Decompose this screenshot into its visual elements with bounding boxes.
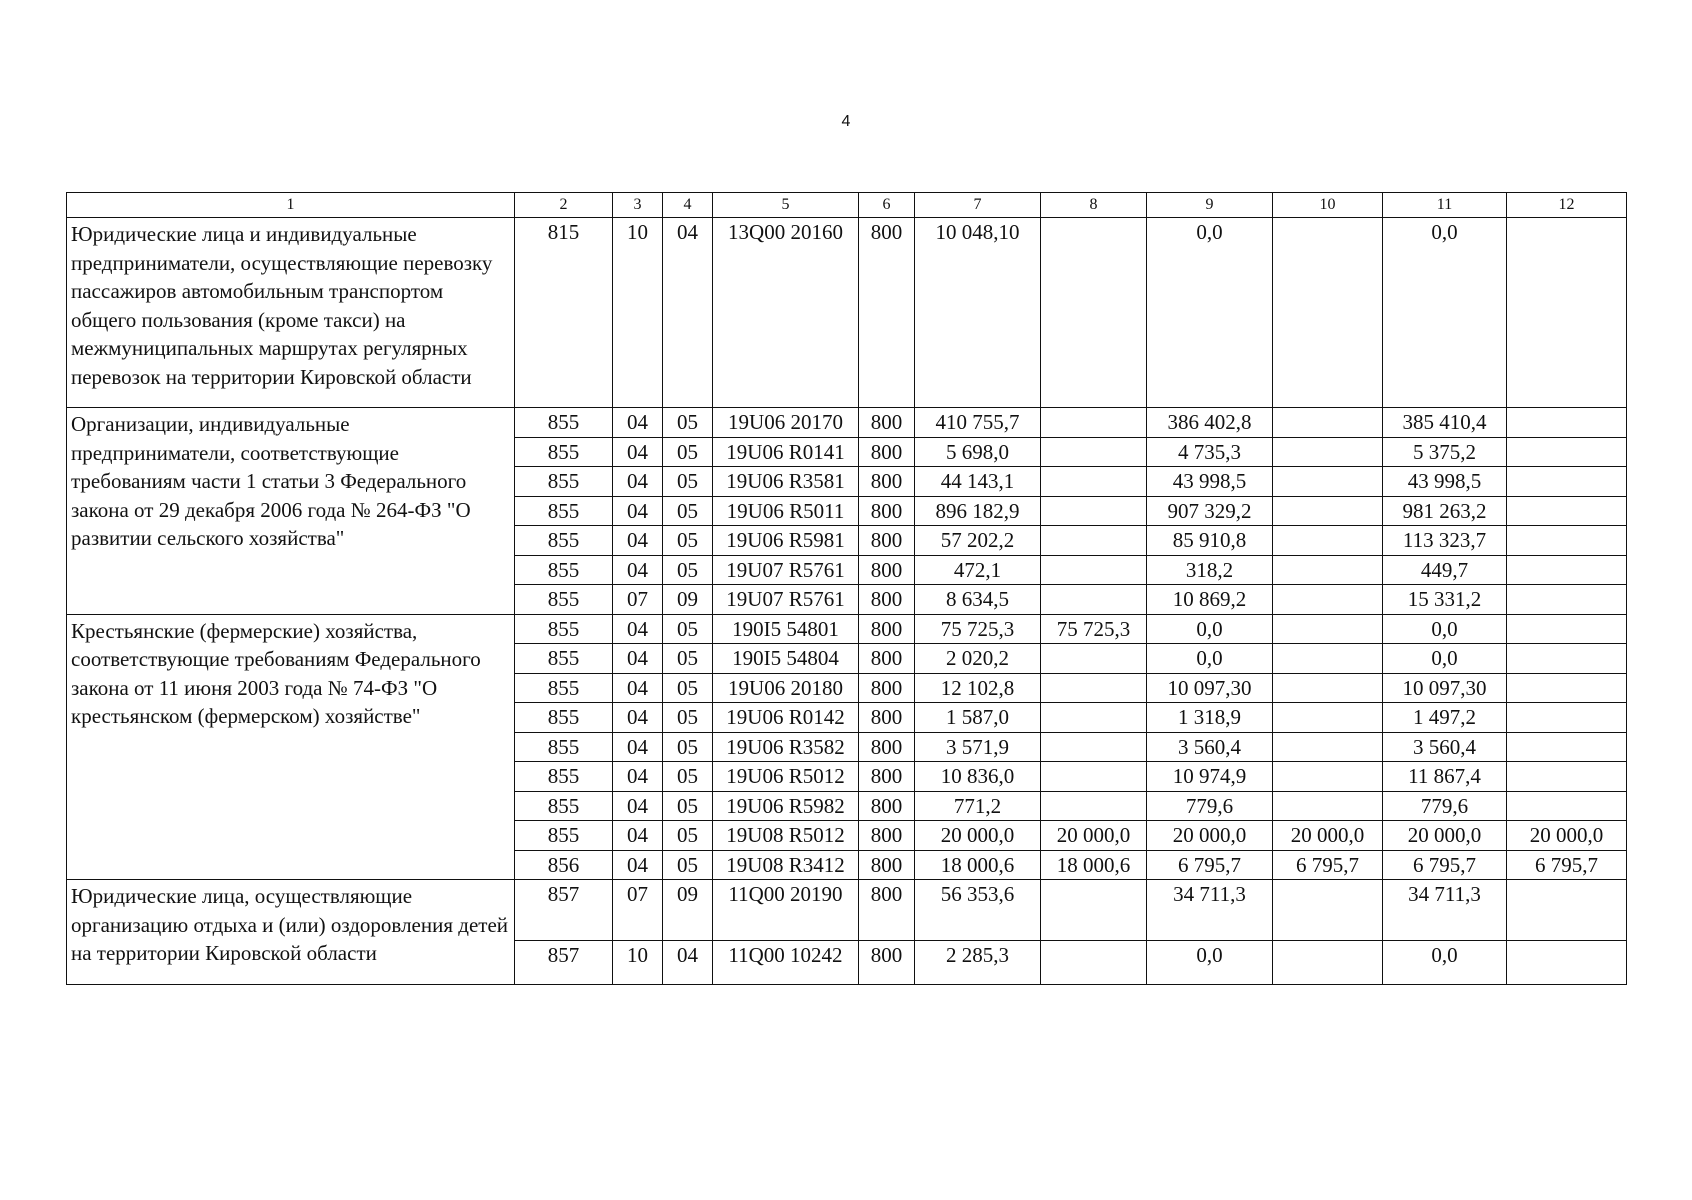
table-cell: 318,2 xyxy=(1147,555,1273,585)
table-cell xyxy=(1273,467,1383,497)
table-cell: 85 910,8 xyxy=(1147,526,1273,556)
table-cell: 0,0 xyxy=(1147,218,1273,408)
table-cell: 19U06 R5012 xyxy=(713,762,859,792)
table-cell: 05 xyxy=(663,467,713,497)
table-cell: 04 xyxy=(613,644,663,674)
table-cell xyxy=(1041,673,1147,703)
table-cell: 779,6 xyxy=(1147,791,1273,821)
table-cell: 20 000,0 xyxy=(1041,821,1147,851)
table-cell: 34 711,3 xyxy=(1147,880,1273,941)
table-cell xyxy=(1273,218,1383,408)
table-cell: 12 102,8 xyxy=(915,673,1041,703)
table-cell: 04 xyxy=(613,732,663,762)
table-cell: 856 xyxy=(515,850,613,880)
table-cell xyxy=(1273,526,1383,556)
table-cell: 855 xyxy=(515,496,613,526)
table-cell xyxy=(1273,496,1383,526)
table-cell: 1 587,0 xyxy=(915,703,1041,733)
column-header: 10 xyxy=(1273,193,1383,218)
table-cell: 8 634,5 xyxy=(915,585,1041,615)
table-cell xyxy=(1273,762,1383,792)
table-cell: 907 329,2 xyxy=(1147,496,1273,526)
table-cell: 34 711,3 xyxy=(1383,880,1507,941)
table-cell: 57 202,2 xyxy=(915,526,1041,556)
column-header: 5 xyxy=(713,193,859,218)
table-cell: 10 974,9 xyxy=(1147,762,1273,792)
table-cell: 05 xyxy=(663,644,713,674)
table-cell: 05 xyxy=(663,555,713,585)
table-cell: 815 xyxy=(515,218,613,408)
table-cell: 800 xyxy=(859,673,915,703)
table-cell xyxy=(1507,496,1627,526)
table-cell: 04 xyxy=(613,791,663,821)
table-cell: 05 xyxy=(663,437,713,467)
table-cell: 190I5 54804 xyxy=(713,644,859,674)
table-cell: 855 xyxy=(515,673,613,703)
table-cell: 04 xyxy=(663,941,713,985)
table-cell: 05 xyxy=(663,408,713,438)
column-header: 11 xyxy=(1383,193,1507,218)
table-cell: 19U06 R0141 xyxy=(713,437,859,467)
table-cell: 43 998,5 xyxy=(1147,467,1273,497)
table-cell xyxy=(1041,732,1147,762)
recipient-description: Юридические лица и индивидуальные предприниматели, осуществляющие перевозку пассажиров автомобильным транспортом общего пользования (кроме такси) на межмуниципальных маршрутах регулярных перевозок на территории Кировской области xyxy=(67,218,515,408)
column-header: 6 xyxy=(859,193,915,218)
table-cell: 09 xyxy=(663,880,713,941)
table-cell: 0,0 xyxy=(1147,644,1273,674)
table-cell: 800 xyxy=(859,555,915,585)
table-cell: 0,0 xyxy=(1383,941,1507,985)
table-cell: 800 xyxy=(859,218,915,408)
table-cell: 05 xyxy=(663,762,713,792)
table-cell xyxy=(1273,408,1383,438)
table-cell: 10 869,2 xyxy=(1147,585,1273,615)
table-cell: 3 571,9 xyxy=(915,732,1041,762)
table-cell xyxy=(1273,437,1383,467)
table-cell: 04 xyxy=(613,673,663,703)
table-cell: 04 xyxy=(613,408,663,438)
table-cell: 800 xyxy=(859,821,915,851)
table-cell: 190I5 54801 xyxy=(713,614,859,644)
table-cell: 10 xyxy=(613,941,663,985)
table-cell: 20 000,0 xyxy=(1273,821,1383,851)
table-cell: 800 xyxy=(859,791,915,821)
table-cell: 04 xyxy=(613,467,663,497)
table-cell: 04 xyxy=(613,437,663,467)
table-cell: 855 xyxy=(515,703,613,733)
table-cell: 19U08 R3412 xyxy=(713,850,859,880)
table-cell: 20 000,0 xyxy=(1147,821,1273,851)
table-cell: 800 xyxy=(859,732,915,762)
table-cell: 6 795,7 xyxy=(1383,850,1507,880)
table-cell: 855 xyxy=(515,555,613,585)
table-cell xyxy=(1041,703,1147,733)
table-cell: 20 000,0 xyxy=(1507,821,1627,851)
table-cell: 6 795,7 xyxy=(1147,850,1273,880)
table-cell: 19U06 R0142 xyxy=(713,703,859,733)
table-cell: 04 xyxy=(613,821,663,851)
table-cell: 2 285,3 xyxy=(915,941,1041,985)
table-cell: 07 xyxy=(613,585,663,615)
table-cell xyxy=(1273,703,1383,733)
table-cell: 05 xyxy=(663,850,713,880)
table-cell: 3 560,4 xyxy=(1383,732,1507,762)
table-cell: 800 xyxy=(859,762,915,792)
table-cell xyxy=(1041,437,1147,467)
table-cell: 04 xyxy=(663,218,713,408)
table-cell xyxy=(1041,218,1147,408)
table-cell xyxy=(1273,614,1383,644)
table-cell: 19U06 R5982 xyxy=(713,791,859,821)
table-row xyxy=(67,408,1627,438)
page-number: 4 xyxy=(841,113,851,130)
table-cell: 800 xyxy=(859,526,915,556)
table-cell: 04 xyxy=(613,850,663,880)
table-cell: 04 xyxy=(613,614,663,644)
table-cell: 11Q00 10242 xyxy=(713,941,859,985)
table-cell xyxy=(1273,791,1383,821)
table-cell: 05 xyxy=(663,732,713,762)
table-cell xyxy=(1273,585,1383,615)
table-cell: 05 xyxy=(663,791,713,821)
table-cell xyxy=(1507,791,1627,821)
table-cell: 800 xyxy=(859,880,915,941)
table-cell: 19U06 20180 xyxy=(713,673,859,703)
table-cell: 855 xyxy=(515,644,613,674)
table-cell: 981 263,2 xyxy=(1383,496,1507,526)
table-cell xyxy=(1273,644,1383,674)
table-cell: 0,0 xyxy=(1147,941,1273,985)
table-cell xyxy=(1507,732,1627,762)
table-cell xyxy=(1507,703,1627,733)
table-cell: 07 xyxy=(613,880,663,941)
table-cell xyxy=(1041,941,1147,985)
column-header: 1 xyxy=(67,193,515,218)
budget-table xyxy=(66,192,1627,985)
column-header: 8 xyxy=(1041,193,1147,218)
table-cell: 19U08 R5012 xyxy=(713,821,859,851)
table-cell xyxy=(1507,555,1627,585)
table-cell xyxy=(1507,526,1627,556)
table-cell: 09 xyxy=(663,585,713,615)
table-cell xyxy=(1041,762,1147,792)
table-cell: 410 755,7 xyxy=(915,408,1041,438)
table-cell xyxy=(1041,791,1147,821)
table-cell: 20 000,0 xyxy=(1383,821,1507,851)
table-cell: 855 xyxy=(515,467,613,497)
table-cell xyxy=(1507,880,1627,941)
table-cell: 04 xyxy=(613,496,663,526)
table-cell: 0,0 xyxy=(1383,644,1507,674)
table-cell xyxy=(1507,941,1627,985)
column-header: 9 xyxy=(1147,193,1273,218)
table-cell: 5 375,2 xyxy=(1383,437,1507,467)
table-cell: 779,6 xyxy=(1383,791,1507,821)
table-cell: 13Q00 20160 xyxy=(713,218,859,408)
table-cell: 05 xyxy=(663,526,713,556)
table-cell: 385 410,4 xyxy=(1383,408,1507,438)
table-cell: 10 048,10 xyxy=(915,218,1041,408)
table-cell: 855 xyxy=(515,732,613,762)
table-cell: 19U06 R5011 xyxy=(713,496,859,526)
column-header: 3 xyxy=(613,193,663,218)
table-cell xyxy=(1273,732,1383,762)
table-cell: 800 xyxy=(859,644,915,674)
recipient-description: Организации, индивидуальные предприниматели, соответствующие требованиям части 1 статьи 3 Федерального закона от 29 декабря 2006 года № 264-ФЗ "О развитии сельского хозяйства" xyxy=(67,408,515,615)
recipient-description: Крестьянские (фермерские) хозяйства, соответствующие требованиям Федерального закона от 11 июня 2003 года № 74-ФЗ "О крестьянском (фермерском) хозяйстве" xyxy=(67,614,515,880)
column-header: 7 xyxy=(915,193,1041,218)
table-cell xyxy=(1507,218,1627,408)
table-cell xyxy=(1507,673,1627,703)
table-row xyxy=(67,614,1627,644)
table-cell xyxy=(1507,762,1627,792)
table-cell xyxy=(1273,555,1383,585)
table-cell xyxy=(1041,555,1147,585)
table-row xyxy=(67,880,1627,941)
table-cell xyxy=(1507,585,1627,615)
table-cell: 1 318,9 xyxy=(1147,703,1273,733)
table-cell: 56 353,6 xyxy=(915,880,1041,941)
table-cell: 3 560,4 xyxy=(1147,732,1273,762)
table-cell xyxy=(1507,467,1627,497)
table-cell: 19U07 R5761 xyxy=(713,555,859,585)
table-cell: 5 698,0 xyxy=(915,437,1041,467)
table-cell: 15 331,2 xyxy=(1383,585,1507,615)
table-cell: 19U06 R3581 xyxy=(713,467,859,497)
table-cell: 855 xyxy=(515,408,613,438)
table-cell: 6 795,7 xyxy=(1507,850,1627,880)
table-cell xyxy=(1507,614,1627,644)
table-cell: 10 097,30 xyxy=(1383,673,1507,703)
table-cell: 75 725,3 xyxy=(915,614,1041,644)
table-cell: 11Q00 20190 xyxy=(713,880,859,941)
table-cell: 11 867,4 xyxy=(1383,762,1507,792)
table-cell xyxy=(1507,644,1627,674)
table-cell: 800 xyxy=(859,467,915,497)
table-cell: 05 xyxy=(663,673,713,703)
table-cell: 855 xyxy=(515,614,613,644)
table-cell: 18 000,6 xyxy=(1041,850,1147,880)
column-header: 12 xyxy=(1507,193,1627,218)
table-cell: 771,2 xyxy=(915,791,1041,821)
table-cell: 800 xyxy=(859,585,915,615)
table-cell: 800 xyxy=(859,437,915,467)
table-cell: 800 xyxy=(859,941,915,985)
table-cell: 6 795,7 xyxy=(1273,850,1383,880)
table-cell: 4 735,3 xyxy=(1147,437,1273,467)
table-cell: 05 xyxy=(663,703,713,733)
table-cell xyxy=(1273,941,1383,985)
table-cell: 19U07 R5761 xyxy=(713,585,859,615)
table-cell: 10 097,30 xyxy=(1147,673,1273,703)
table-cell xyxy=(1041,526,1147,556)
table-cell: 19U06 R3582 xyxy=(713,732,859,762)
column-header: 2 xyxy=(515,193,613,218)
table-cell: 855 xyxy=(515,791,613,821)
table-cell: 05 xyxy=(663,496,713,526)
table-body xyxy=(67,193,1627,985)
table-cell xyxy=(1041,496,1147,526)
table-cell xyxy=(1507,408,1627,438)
table-cell: 0,0 xyxy=(1383,218,1507,408)
table-cell: 0,0 xyxy=(1147,614,1273,644)
header-row xyxy=(67,193,1627,218)
table-cell: 800 xyxy=(859,614,915,644)
table-cell: 43 998,5 xyxy=(1383,467,1507,497)
table-cell: 855 xyxy=(515,526,613,556)
recipient-description: Юридические лица, осуществляющие организацию отдыха и (или) оздоровления детей на территории Кировской области xyxy=(67,880,515,985)
table-cell: 05 xyxy=(663,821,713,851)
table-cell: 44 143,1 xyxy=(915,467,1041,497)
table-cell: 0,0 xyxy=(1383,614,1507,644)
table-cell: 20 000,0 xyxy=(915,821,1041,851)
table-cell: 10 836,0 xyxy=(915,762,1041,792)
table-cell: 18 000,6 xyxy=(915,850,1041,880)
table-cell: 896 182,9 xyxy=(915,496,1041,526)
table-cell: 113 323,7 xyxy=(1383,526,1507,556)
table-cell: 855 xyxy=(515,585,613,615)
table-cell: 472,1 xyxy=(915,555,1041,585)
table-cell xyxy=(1041,585,1147,615)
table-cell xyxy=(1041,644,1147,674)
table-cell: 386 402,8 xyxy=(1147,408,1273,438)
table-cell: 04 xyxy=(613,762,663,792)
table-cell: 855 xyxy=(515,821,613,851)
table-cell xyxy=(1273,673,1383,703)
table-cell: 855 xyxy=(515,437,613,467)
table-cell: 19U06 R5981 xyxy=(713,526,859,556)
table-cell xyxy=(1041,467,1147,497)
table-cell: 855 xyxy=(515,762,613,792)
table-cell: 05 xyxy=(663,614,713,644)
table-cell: 857 xyxy=(515,880,613,941)
column-header: 4 xyxy=(663,193,713,218)
table-cell: 800 xyxy=(859,496,915,526)
table-cell: 75 725,3 xyxy=(1041,614,1147,644)
table-cell: 04 xyxy=(613,703,663,733)
table-cell xyxy=(1507,437,1627,467)
table-cell: 10 xyxy=(613,218,663,408)
table-cell: 449,7 xyxy=(1383,555,1507,585)
table-cell: 04 xyxy=(613,555,663,585)
table-cell xyxy=(1273,880,1383,941)
table-cell: 19U06 20170 xyxy=(713,408,859,438)
table-cell xyxy=(1041,408,1147,438)
table-cell: 04 xyxy=(613,526,663,556)
table-cell: 800 xyxy=(859,703,915,733)
table-cell xyxy=(1041,880,1147,941)
table-cell: 2 020,2 xyxy=(915,644,1041,674)
table-cell: 800 xyxy=(859,850,915,880)
table-cell: 857 xyxy=(515,941,613,985)
table-cell: 800 xyxy=(859,408,915,438)
table-row xyxy=(67,218,1627,408)
table-cell: 1 497,2 xyxy=(1383,703,1507,733)
